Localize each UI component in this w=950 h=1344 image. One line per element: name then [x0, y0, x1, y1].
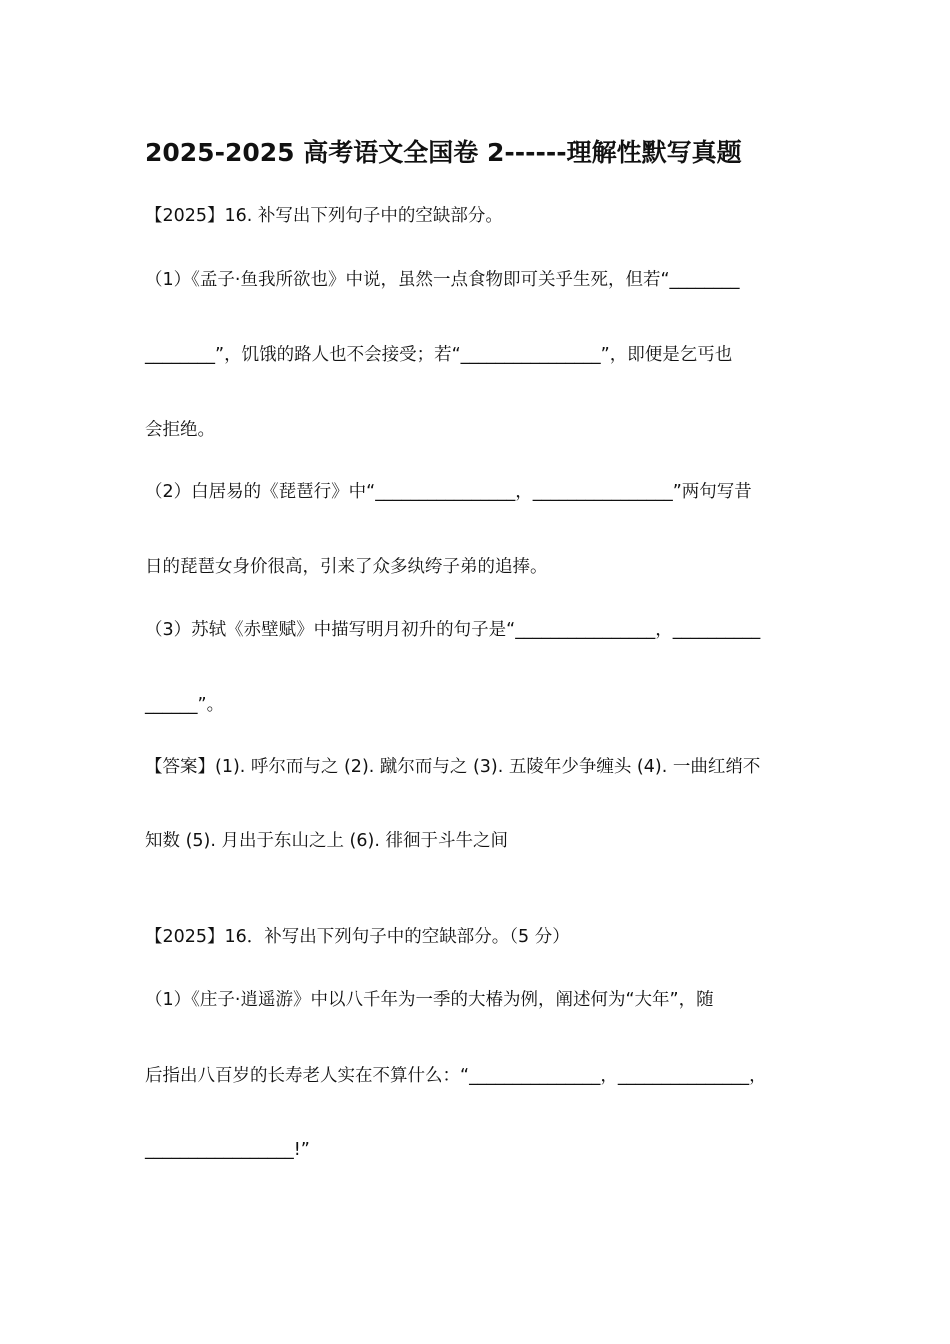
answer-line-1: 【答案】(1). 呼尔而与之 (2). 蹴尔而与之 (3). 五陵年少争缠头 (4). 一曲红绡不	[145, 757, 761, 777]
q3-line-1: （3）苏轼《赤壁赋》中描写明月初升的句子是“________________，__________	[145, 620, 761, 640]
document-title: 2025-2025 高考语文全国卷 2------理解性默写真题	[145, 138, 742, 167]
q1-line-3: 会拒绝。	[145, 420, 215, 440]
s2-q1-line-3: _________________!”	[145, 1140, 310, 1160]
q2-line-1: （2）白居易的《琵琶行》中“________________，________________”两句写昔	[145, 482, 752, 502]
s2-q1-line-1: （1）《庄子·逍遥游》中以八千年为一季的大椿为例，阐述何为“大年”，随	[145, 990, 714, 1010]
q2-line-2: 日的琵琶女身价很高，引来了众多纨绔子弟的追捧。	[145, 557, 548, 577]
section1-header: 【2025】16. 补写出下列句子中的空缺部分。	[145, 206, 503, 226]
s2-q1-line-2: 后指出八百岁的长寿老人实在不算什么：“_______________，_______________，	[145, 1066, 767, 1086]
answer-line-2: 知数 (5). 月出于东山之上 (6). 徘徊于斗牛之间	[145, 831, 508, 851]
q1-line-1: （1）《孟子·鱼我所欲也》中说，虽然一点食物即可关乎生死，但若“________	[145, 270, 740, 290]
q1-line-2: ________”，饥饿的路人也不会接受；若“________________”，即便是乞丐也	[145, 345, 733, 365]
q3-line-2: ______”。	[145, 695, 225, 715]
section2-header: 【2025】16．补写出下列句子中的空缺部分。（5 分）	[145, 927, 570, 947]
